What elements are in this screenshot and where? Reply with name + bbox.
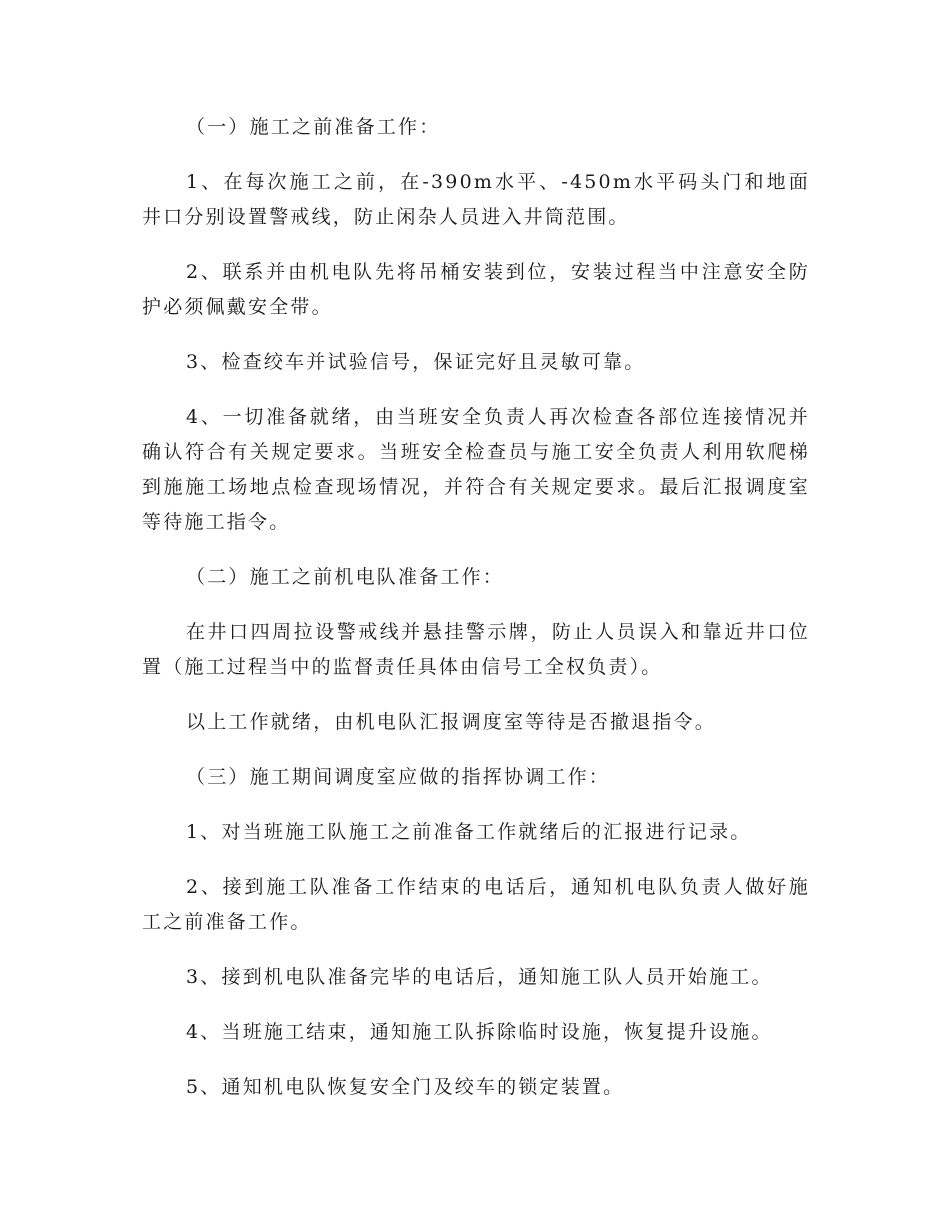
paragraph: 以上工作就绪，由机电队汇报调度室等待是否撤退指令。 (186, 711, 717, 733)
paragraph: 1、在每次施工之前，在-390m水平、-450m水平码头门和地面井口分别设置警戒线，防止闲杂人员进入井筒范围。 (142, 171, 810, 228)
paragraph: 4、当班施工结束，通知施工队拆除临时设施，恢复提升设施。 (186, 1021, 773, 1043)
section-heading-2: （二）施工之前机电队准备工作： (186, 566, 505, 588)
section-heading-1: （一）施工之前准备工作： (186, 116, 441, 138)
paragraph: 5、通知机电队恢复安全门及绞车的锁定装置。 (186, 1076, 625, 1098)
paragraph: 3、检查绞车并试验信号，保证完好且灵敏可靠。 (186, 351, 646, 373)
paragraph: 4、一切准备就绪，由当班安全负责人再次检查各部位连接情况并确认符合有关规定要求。当班安全检查员与施工安全负责人利用软爬梯到施施工场地点检查现场情况，并符合有关规定要求。最后汇报调度室等待施工指令。 (142, 406, 810, 533)
paragraph: 2、联系并由机电队先将吊桶安装到位，安装过程当中注意安全防护必须佩戴安全带。 (142, 261, 810, 318)
paragraph: 3、接到机电队准备完毕的电话后，通知施工队人员开始施工。 (186, 966, 773, 988)
paragraph: 1、对当班施工队施工之前准备工作就绪后的汇报进行记录。 (186, 821, 752, 843)
document-body (142, 110, 810, 1125)
paragraph: 2、接到施工队准备工作结束的电话后，通知机电队负责人做好施工之前准备工作。 (142, 876, 810, 933)
section-heading-3: （三）施工期间调度室应做的指挥协调工作： (186, 766, 611, 788)
paragraph: 在井口四周拉设警戒线并悬挂警示牌，防止人员误入和靠近井口位置（施工过程当中的监督责任具体由信号工全权负责）。 (142, 621, 810, 678)
